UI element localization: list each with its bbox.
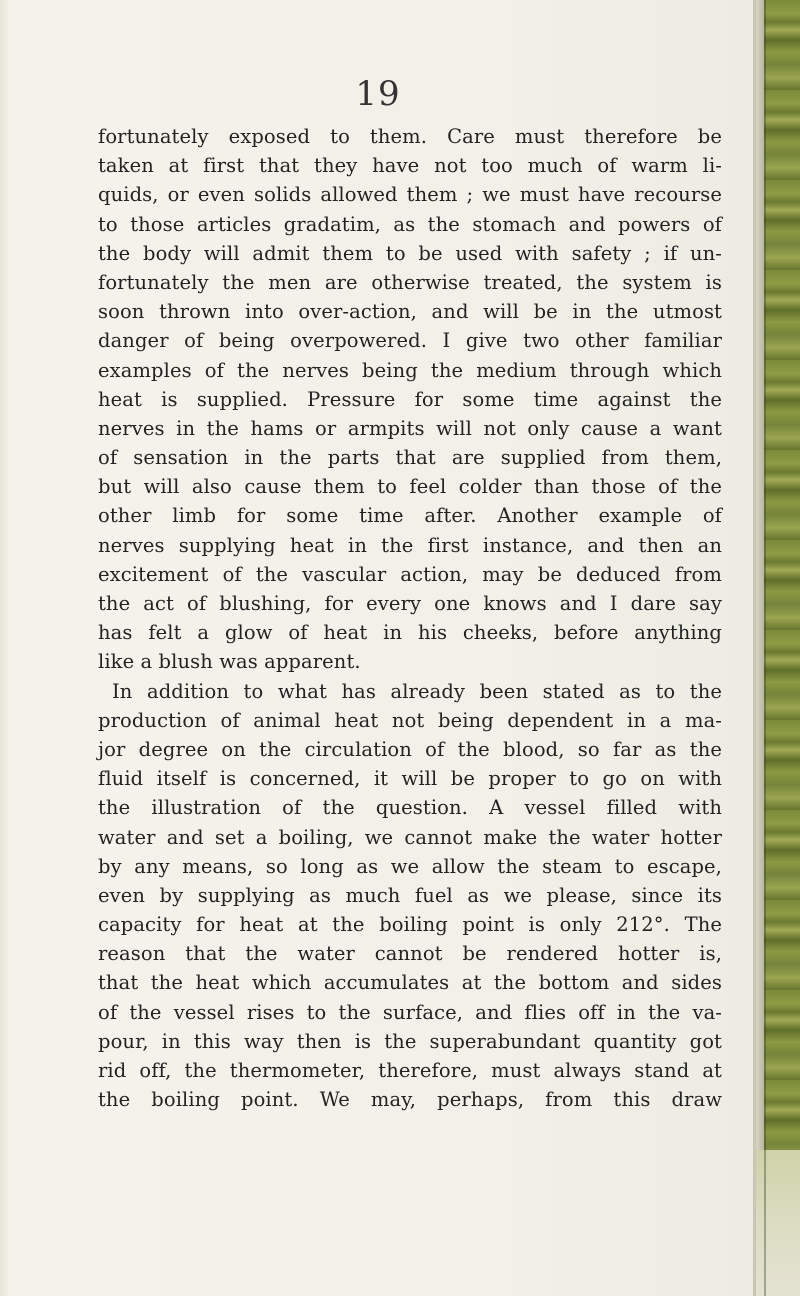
text-line: like a blush was apparent. xyxy=(98,650,361,674)
text-line: of the vessel rises to the surface, and flies off in the va- xyxy=(98,1000,722,1024)
text-line: the act of blushing, for every one knows and I dare say xyxy=(98,592,722,615)
text-line: production of animal heat not being dependent in a ma- xyxy=(98,708,722,732)
text-line: nerves in the hams or armpits will not only cause a want xyxy=(98,416,722,440)
text-line: In addition to what has already been stated as to the xyxy=(112,679,722,703)
book-spine-lower xyxy=(756,1150,800,1296)
text-line: pour, in this way then is the superabundant quantity got xyxy=(98,1029,722,1053)
text-line: examples of the nerves being the medium through which xyxy=(98,358,722,382)
text-line: jor degree on the circulation of the blood, so far as the xyxy=(98,737,722,761)
text-line: reason that the water cannot be rendered hotter is, xyxy=(98,942,722,966)
text-line: of sensation in the parts that are supplied from them, xyxy=(98,446,722,470)
text-line: by any means, so long as we allow the steam to escape, xyxy=(98,854,722,878)
text-line: quids, or even solids allowed them ; we must have recourse xyxy=(98,183,722,207)
text-line: taken at first that they have not too much of warm li- xyxy=(98,154,722,178)
text-line: the boiling point. We may, perhaps, from this draw xyxy=(98,1088,722,1112)
text-line: nerves supplying heat in the first instance, and then an xyxy=(98,533,722,557)
page-number: 19 xyxy=(355,74,401,114)
book-spine-marbled xyxy=(756,0,800,1296)
text-line: the illustration of the question. A vessel filled with xyxy=(98,796,722,820)
text-line: fortunately exposed to them. Care must therefore be xyxy=(98,125,722,148)
spine-fold xyxy=(764,0,766,1296)
text-line: excitement of the vascular action, may be deduced from xyxy=(98,562,722,586)
text-line: to those articles gradatim, as the stomach and powers of xyxy=(98,212,722,236)
text-line: but will also cause them to feel colder than those of the xyxy=(98,475,722,499)
text-line: other limb for some time after. Another example of xyxy=(98,504,722,528)
text-line: soon thrown into over-action, and will be in the utmost xyxy=(98,300,722,324)
body-text xyxy=(98,122,722,1114)
text-line: even by supplying as much fuel as we please, since its xyxy=(98,883,722,907)
text-line: heat is supplied. Pressure for some time against the xyxy=(98,387,722,411)
text-line: capacity for heat at the boiling point is only 212°. The xyxy=(98,913,722,937)
page-left-shade xyxy=(0,0,10,1296)
text-line: rid off, the thermometer, therefore, must always stand at xyxy=(98,1059,722,1082)
text-line: danger of being overpowered. I give two other familiar xyxy=(98,329,722,353)
text-line: that the heat which accumulates at the bottom and sides xyxy=(98,971,722,995)
text-line: has felt a glow of heat in his cheeks, before anything xyxy=(98,621,722,645)
text-line: fluid itself is concerned, it will be proper to go on with xyxy=(98,767,722,791)
text-line: fortunately the men are otherwise treated, the system is xyxy=(98,270,722,294)
text-line: water and set a boiling, we cannot make the water hotter xyxy=(98,825,722,849)
text-line: the body will admit them to be used with safety ; if un- xyxy=(98,241,722,265)
